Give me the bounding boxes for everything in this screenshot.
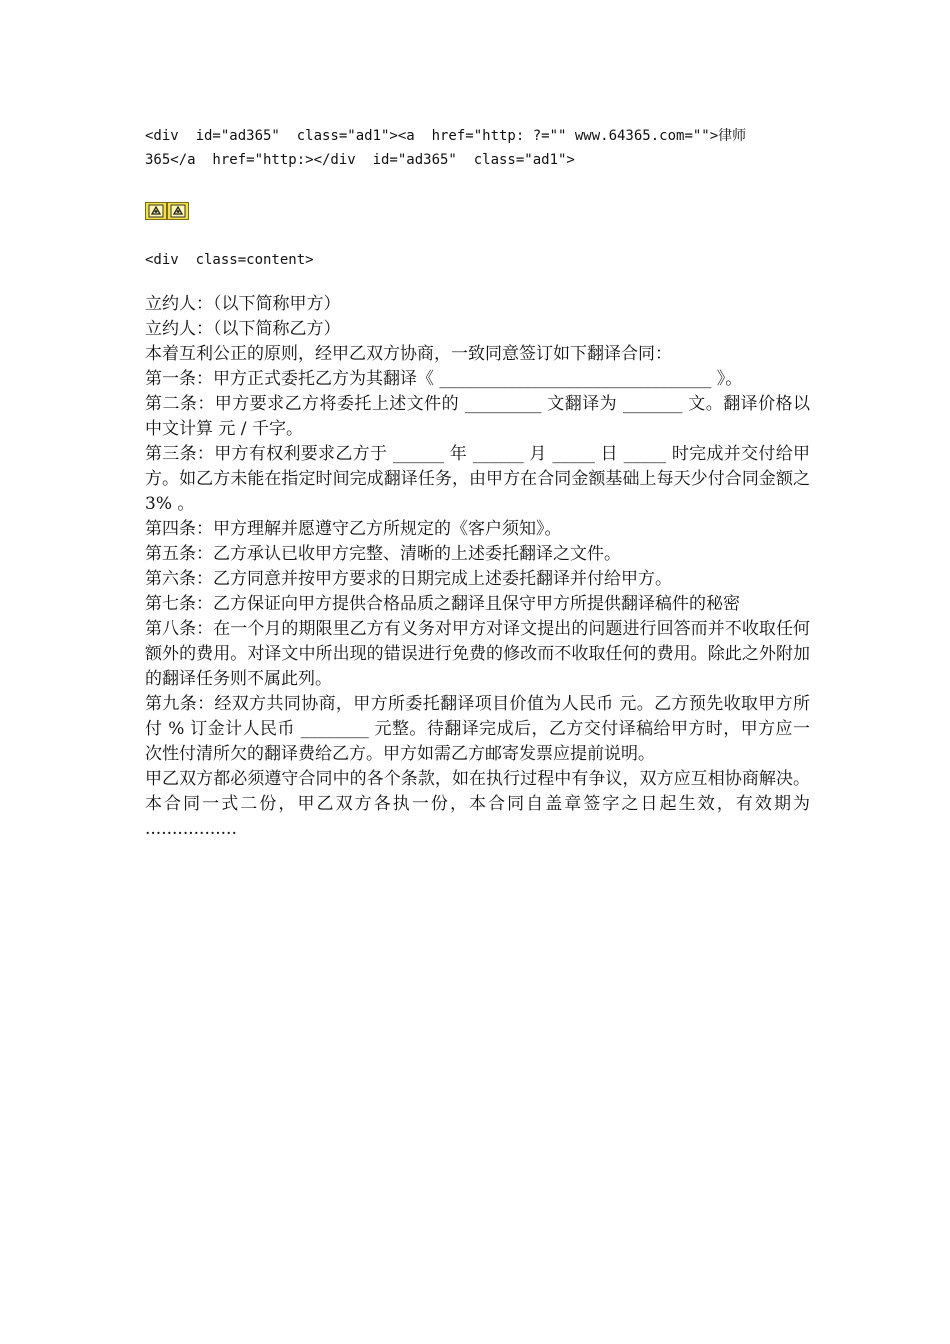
paragraph: 甲乙双方都必须遵守合同中的各个条款，如在执行过程中有争议，双方应互相协商解决。本合同一式二份，甲乙双方各执一份，本合同自盖章签字之日起生效，有效期为 .................	[145, 769, 810, 839]
icon-row	[145, 202, 810, 224]
paragraph: 第七条：乙方保证向甲方提供合格品质之翻译且保守甲方所提供翻译稿件的秘密	[145, 594, 740, 614]
paragraph: 第四条：甲方理解并愿遵守乙方所规定的《客户须知》。	[145, 519, 562, 539]
document-body	[145, 124, 810, 842]
paragraph: 本着互利公正的原则，经甲乙双方协商，一致同意签订如下翻译合同：	[145, 344, 672, 364]
paragraph: 第二条：甲方要求乙方将委托上述文件的 _________ 文翻译为 _______ 文。翻译价格以中文计算 元 / 千字。	[145, 394, 810, 439]
header-code-line-1: <div id="ad365" class="ad1"><a href="http: ?="" www.64365.com="">律师	[145, 128, 747, 144]
paragraph: 第一条：甲方正式委托乙方为其翻译《 ________________________________ 》。	[145, 369, 743, 389]
header-code-line-2: 365</a href="http:></div id="ad365" class="ad1">	[145, 152, 575, 168]
paragraph: 第九条：经双方共同协商，甲方所委托翻译项目价值为人民币 元。乙方预先收取甲方所付 % 订金计人民币 ________ 元整。待翻译完成后，乙方交付译稿给甲方时，甲方应一次性付清所欠的翻译费给乙方。甲方如需乙方邮寄发票应提前说明。	[145, 694, 810, 764]
paragraph: 立约人：（以下简称乙方）	[145, 319, 341, 339]
paragraph: 第八条：在一个月的期限里乙方有义务对甲方对译文提出的问题进行回答而并不收取任何额外的费用。对译文中所出现的错误进行免费的修改而不收取任何的费用。除此之外附加的翻译任务则不属此列。	[145, 619, 810, 689]
broken-image-icon	[145, 202, 167, 220]
paragraph: 立约人：（以下简称甲方）	[145, 294, 341, 314]
paragraph: 第三条：甲方有权利要求乙方于 ______ 年 ______ 月 _____ 日 _____ 时完成并交付给甲方。如乙方未能在指定时间完成翻译任务，由甲方在合同金额基础上每天少付合同金额之 3% 。	[145, 444, 810, 514]
paragraph: 第六条：乙方同意并按甲方要求的日期完成上述委托翻译并付给甲方。	[145, 569, 672, 589]
broken-image-icon	[167, 202, 189, 220]
paragraph: 第五条：乙方承认已收甲方完整、清晰的上述委托翻译之文件。	[145, 544, 621, 564]
content-tag-line: <div class=content>	[145, 252, 314, 268]
